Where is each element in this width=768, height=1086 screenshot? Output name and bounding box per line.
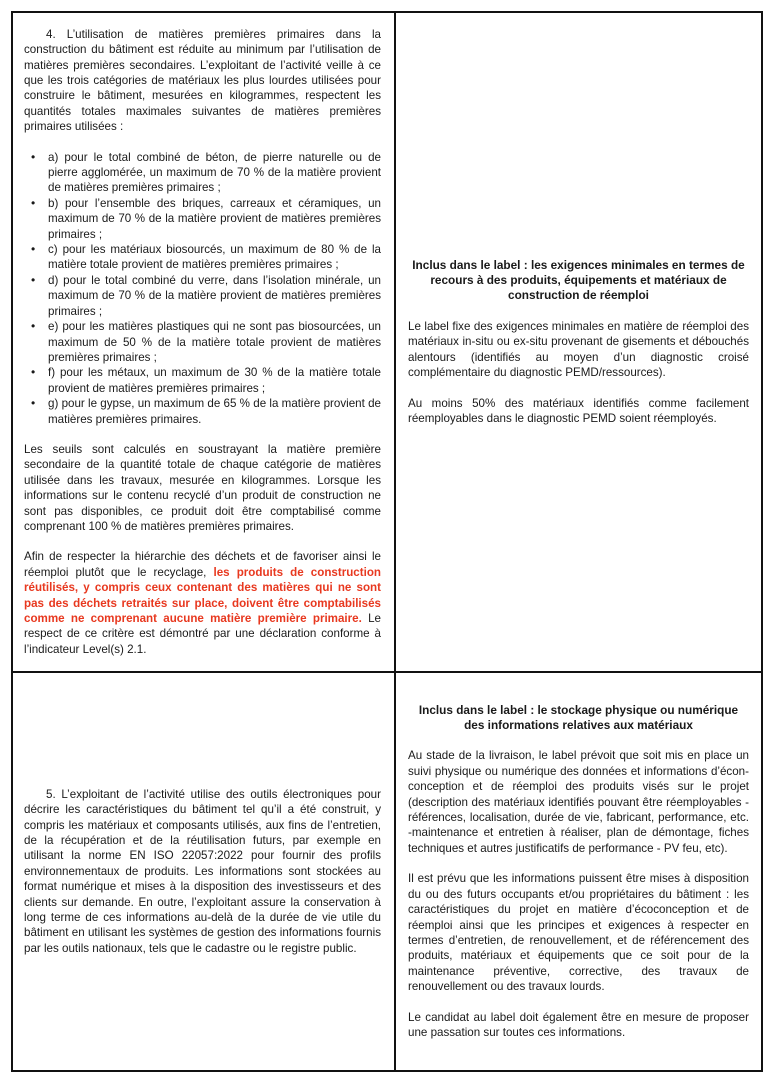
label-inclusion-cell-1 [395,12,762,672]
criteria-row-4 [12,12,762,672]
label-paragraph: Au stade de la livraison, le label prévoit que soit mis en place un suivi physique ou numérique des données et informations d’écon-conception et de réemploi des produits visés sur le projet (description des matériaux identifiés pouvant être réemployables - références, localisation, durée de vie, fabricant, performance, etc. -maintenance et entretien à réaliser, plan de démontage, fiches techniques et autres justificatifs de performance - PV feu, etc). [408,749,749,855]
label-paragraph: Le candidat au label doit également être en mesure de proposer une passation sur toutes ces informations. [408,1010,749,1039]
criterion-5-cell [12,672,395,1071]
criterion-4-intro: 4. L’utilisation de matières premières primaires dans la construction du bâtiment est réduite au minimum par l’utilisation de matières premières secondaires. L’exploitant de l’activité veille à ce que les trois catégories de matériaux les plus lourdes utilisées pour construire le bâtiment, mesurées en kilogrammes, respectent les quantités totales maximales suivantes de matières premières primaires utilisées : [24,27,381,134]
list-item: • a) pour le total combiné de béton, de pierre naturelle ou de pierre agglomérée, un maximum de 70 % de la matière provient de matières premières primaires ; [48,150,381,196]
hierarchy-text-start: Afin de respecter la hiérarchie des déchets et de favoriser ainsi le réemploi plutôt que le recyclage, [24,550,381,579]
list-item: • e) pour les matières plastiques qui ne sont pas biosourcées, un maximum de 50 % de la matière totale provient de matières premières primaires ; [48,319,381,365]
list-item: • g) pour le gypse, un maximum de 65 % de la matière provient de matières premières primaires. [48,396,381,427]
label-paragraph: Le label fixe des exigences minimales en matière de réemploi des matériaux in-situ ou ex-situ provenant de gisements et débouchés alentours (identifiés au moyen d’un diagnostic croisé complémentaire du diagnostic PEMD/ressources). [408,319,749,380]
criterion-4-cell [12,12,395,672]
label-paragraph: Au moins 50% des matériaux identifiés comme facilement réemployables dans le diagnostic PEMD soient réemployés. [408,396,749,425]
label-heading-2: Inclus dans le label : le stockage physique ou numérique des informations relatives aux matériaux [418,702,739,733]
criteria-row-5 [12,672,762,1071]
hierarchy-text-end: Le respect de ce critère est démontré par une déclaration conforme à l’indicateur Level(s) 2.1. [24,612,382,656]
hierarchy-paragraph [24,549,381,657]
list-item: • b) pour l’ensemble des briques, carreaux et céramiques, un maximum de 70 % de la matière provient de matières premières primaires ; [48,196,381,242]
thresholds-paragraph: Les seuils sont calculés en soustrayant la matière première secondaire de la quantité totale de chaque catégorie de matières utilisée dans les travaux, mesurée en kilogrammes. Lorsque les informations sur le contenu recyclé d’un produit de construction ne sont pas disponibles, ce produit doit être comptabilisé comme comprenant 100 % de matières premières primaires. [24,442,381,533]
list-item: • f) pour les métaux, un maximum de 30 % de la matière totale provient de matières premières primaires ; [48,365,381,396]
label-inclusion-cell-2 [395,672,762,1071]
highlighted-requirement: les produits de construction réutilisés, y compris ceux contenant des matières qui ne sont pas des déchets retraités sur place, doivent être comptabilisés comme ne comprenant aucune matière première primaire. [24,565,382,625]
criteria-table [11,11,763,1072]
label-paragraph: Il est prévu que les informations puissent être mises à disposition du ou des futurs occupants et/ou propriétaires du bâtiment : les caractéristiques du projet en matière d’écoconception et de réemploi ainsi que les principes et exigences à respecter en termes d’entretien, de renouvellement, et de référencement des produits, matériaux et équipements que ce soit pour de la maintenance préventive, corrective, des travaux de renouvellement ou des travaux lourds. [408,872,749,994]
label-heading-1: Inclus dans le label : les exigences minimales en termes de recours à des produits, équipements et matériaux de construction de réemploi [412,257,745,303]
criterion-5-text: 5. L’exploitant de l’activité utilise des outils électroniques pour décrire les caractéristiques du bâtiment tel qu’il a été construit, y compris les matériaux et composants utilisés, aux fins de l’entretien, de la récupération et de la réutilisation futurs, par exemple en utilisant la norme EN ISO 22057:2022 pour fournir des profils environnementaux de produits. Les informations sont stockées au format numérique et mises à la disposition des investisseurs et des clients sur demande. En outre, l’exploitant assure la conservation à long terme de ces informations au-delà de la durée de vie utile du bâtiment en utilisant les systèmes de gestion des informations fournis par les outils nationaux, tels que le cadastre ou le registre public. [24,787,381,955]
criterion-4-list [24,150,381,427]
list-item: • c) pour les matériaux biosourcés, un maximum de 80 % de la matière totale provient de matières premières primaires ; [48,242,381,273]
list-item: • d) pour le total combiné du verre, dans l’isolation minérale, un maximum de 70 % de la matière provient de matières premières primaires ; [48,273,381,319]
